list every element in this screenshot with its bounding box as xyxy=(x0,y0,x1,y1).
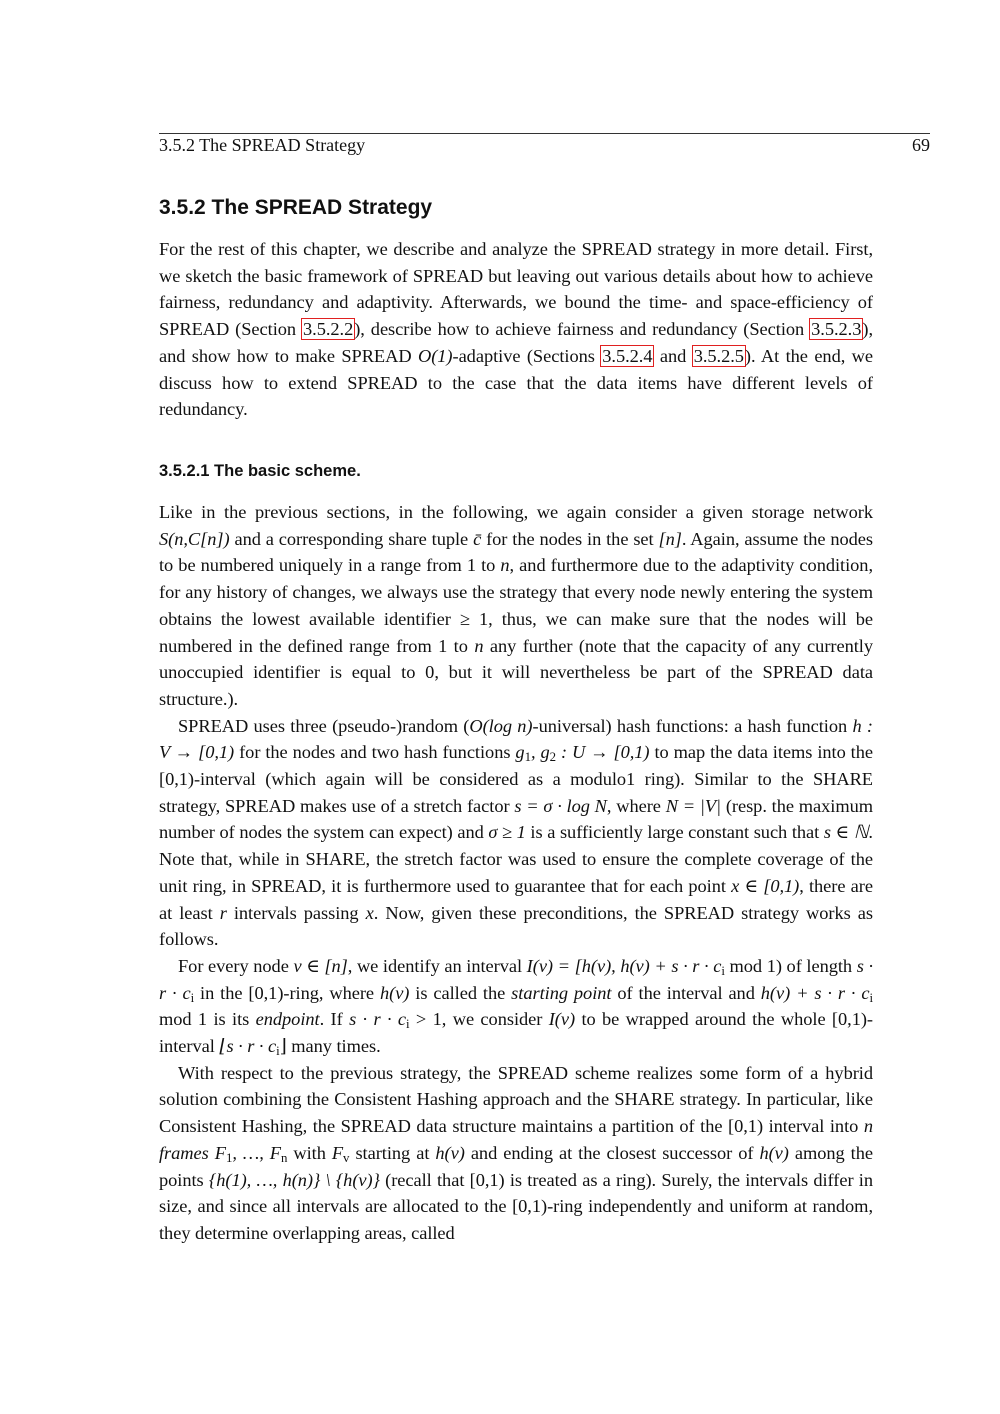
section-title: 3.5.2 The SPREAD Strategy xyxy=(159,196,433,219)
running-header xyxy=(159,132,930,155)
page-number: 69 xyxy=(912,135,930,155)
section-intro xyxy=(159,236,873,423)
section-ref-link[interactable]: 3.5.2.2 xyxy=(303,319,354,340)
section-ref-link[interactable]: 3.5.2.4 xyxy=(602,345,653,366)
paragraph-1: Like in the previous sections, in the following, we again consider a given storage network S(n,C[n]) and a corresponding share tuple c̄ for the nodes in the set [n]. Again, assume the nodes to be numbered uniquely in a range from 1 to n, and furthermore due to the adaptivity condition, for any history of changes, we always use the strategy that every node newly entering the system obtains the lowest available identifier ≥ 1, thus, we can make sure that the nodes will be numbered in the defined range from 1 to n any further (note that the capacity of any currently unoccupied identifier is equal to 0, but it will nevertheless be part of the SPREAD data structure.). xyxy=(159,502,874,709)
paragraph-3: For every node v ∈ [n], we identify an interval I(v) = [h(v), $h(v) + s \cdot r \cdot c_i$ mod 1) of length $s \cdot r \cdot c_i$ in the [0,1)-ring, where h(v) is called the starting point of the interval and $h(v) + s \cdot r \cdot c_i$ mod 1 is its endpoint. If $s \cdot r \cdot c_i > 1$, we consider I(v) to be wrapped around the whole [0,1)-interval ⌊s · $r \cdot c_i⌋$ many times. xyxy=(159,955,874,1059)
intro-paragraph: For the rest of this chapter, we describe and analyze the SPREAD strategy in more detail. First, we sketch the basic framework of SPREAD but leaving out various details about how to achieve fairness, redundancy and adaptivity. Afterwards, we bound the time- and space-efficiency of SPREAD (Section 3.5.2.2), describe how to achieve fairness and redundancy (Section 3.5.2.3), and show how to make SPREAD O(1)-adaptive (Sections 3.5.2.4 and 3.5.2.5). At the end, we discuss how to extend SPREAD to the case that the data items have different levels of redundancy. xyxy=(159,239,874,420)
section-ref-link[interactable]: 3.5.2.5 xyxy=(693,345,744,366)
subsection-title: 3.5.2.1 The basic scheme. xyxy=(159,462,361,480)
section-ref-link[interactable]: 3.5.2.3 xyxy=(811,319,862,340)
paragraph-4: With respect to the previous strategy, the SPREAD scheme realizes some form of a hybrid solution combining the Consistent Hashing approach and the SHARE strategy. In particular, like Consistent Hashing, the SPREAD data structure maintains a partition of the [0,1) interval into n frames $F_1$, …, $F_n$ with $F_v$ starting at h(v) and ending at the closest successor of h(v) among the points {h(1), …, h(n)} \ {h(v)} (recall that [0,1) is treated as a ring). Surely, the intervals differ in size, and since all intervals are allocated to the [0,1)-ring independently and uniform at random, they determine overlapping areas, called xyxy=(159,1062,874,1243)
paragraph-2: SPREAD uses three (pseudo-)random (O(log n)-universal) hash functions: a hash function h : V → [0,1) for the nodes and two hash functions $g_1$, $g_2$ : U → [0,1) to map the data items into the [0,1)-interval (which again will be considered as a modulo1 ring). Similar to the SHARE strategy, SPREAD makes use of a stretch factor s = σ · log N, where N = |V| (resp. the maximum number of nodes the system can expect) and σ ≥ 1 is a sufficiently large constant such that s ∈ ℕ. Note that, while in SHARE, the stretch factor was used to ensure the complete coverage of the unit ring, in SPREAD, it is furthermore used to guarantee that for each point x ∈ [0,1), there are at least r intervals passing x. Now, given these preconditions, the SPREAD strategy works as follows. xyxy=(159,715,874,950)
subsection-body xyxy=(159,499,873,1247)
running-title: 3.5.2 The SPREAD Strategy xyxy=(159,135,366,155)
